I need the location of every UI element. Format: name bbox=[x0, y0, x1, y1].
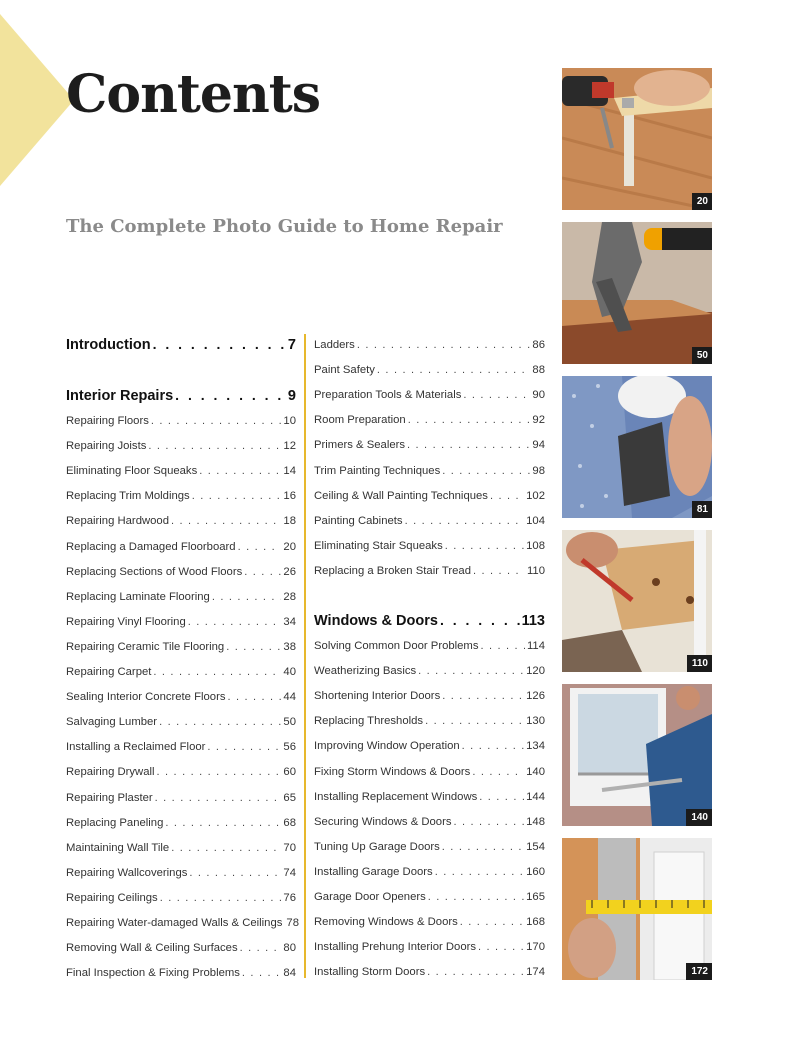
toc-entry[interactable] bbox=[66, 714, 296, 730]
photo-page-badge: 50 bbox=[692, 347, 712, 364]
dot-leader bbox=[160, 890, 282, 906]
toc-page-number: 10 bbox=[283, 415, 296, 427]
toc-page-number: 154 bbox=[526, 840, 545, 853]
photo-stair bbox=[562, 530, 712, 672]
window-installation-icon bbox=[562, 684, 712, 826]
toc-entry-title: Fixing Storm Windows & Doors bbox=[314, 765, 471, 778]
dot-leader bbox=[428, 889, 524, 905]
dot-leader bbox=[479, 789, 524, 805]
toc-page-number: 134 bbox=[526, 740, 545, 753]
toc-page-number: 38 bbox=[283, 640, 296, 653]
toc-entry[interactable] bbox=[314, 437, 545, 453]
toc-entry-title: Replacing Paneling bbox=[66, 816, 164, 829]
toc-entry[interactable] bbox=[314, 638, 545, 654]
dot-leader bbox=[153, 336, 286, 352]
dot-leader bbox=[478, 939, 524, 955]
toc-page-number: 84 bbox=[283, 967, 296, 980]
corner-triangle-decoration bbox=[0, 14, 74, 186]
dot-leader bbox=[442, 463, 530, 479]
toc-page-number: 108 bbox=[526, 539, 545, 552]
toc-entry-title: Salvaging Lumber bbox=[66, 716, 158, 729]
toc-entry[interactable] bbox=[314, 362, 545, 378]
dot-leader bbox=[462, 738, 524, 754]
toc-entry-title: Replacing Thresholds bbox=[314, 715, 424, 728]
toc-page-number: 144 bbox=[526, 790, 545, 803]
toc-page-number: 18 bbox=[283, 515, 296, 528]
dot-leader bbox=[165, 815, 281, 831]
toc-section-heading[interactable] bbox=[314, 612, 545, 629]
photo-drill-tape bbox=[562, 68, 712, 210]
toc-entry-title: Replacing Sections of Wood Floors bbox=[66, 565, 243, 578]
toc-entry-title: Repairing Water-damaged Walls & Ceilings bbox=[66, 917, 283, 929]
toc-page-number: 114 bbox=[526, 640, 545, 652]
toc-page-number: 160 bbox=[526, 865, 545, 878]
stair-tread-icon bbox=[562, 530, 712, 672]
toc-section-heading[interactable] bbox=[66, 336, 296, 353]
toc-entry[interactable] bbox=[66, 513, 296, 529]
toc-entry[interactable] bbox=[66, 865, 296, 881]
toc-page-number: 88 bbox=[532, 364, 545, 377]
photo-door bbox=[562, 838, 712, 980]
toc-section-heading[interactable] bbox=[66, 387, 296, 404]
toc-entry[interactable] bbox=[314, 839, 545, 855]
toc-entry-title: Garage Door Openers bbox=[314, 891, 426, 903]
photo-hammer bbox=[562, 222, 712, 364]
toc-page-number: 165 bbox=[526, 891, 545, 903]
toc-entry[interactable] bbox=[314, 789, 545, 805]
dot-leader bbox=[460, 914, 524, 930]
dot-leader bbox=[408, 412, 531, 428]
toc-entry[interactable] bbox=[66, 488, 296, 504]
toc-entry-title: Replacing a Broken Stair Tread bbox=[314, 564, 471, 577]
dot-leader bbox=[157, 764, 282, 780]
toc-entry-title: Tuning Up Garage Doors bbox=[314, 840, 440, 853]
toc-page-number: 16 bbox=[283, 490, 296, 503]
toc-entry-title: Repairing Drywall bbox=[66, 766, 155, 779]
dot-leader bbox=[481, 638, 525, 654]
toc-entry[interactable] bbox=[66, 639, 296, 655]
dot-leader bbox=[153, 664, 281, 680]
drill-and-tape-measure-icon bbox=[562, 68, 712, 210]
toc-entry-title: Installing a Reclaimed Floor bbox=[66, 741, 206, 754]
toc-entry[interactable] bbox=[314, 713, 545, 729]
photo-window bbox=[562, 684, 712, 826]
toc-entry-title: Installing Replacement Windows bbox=[314, 790, 478, 803]
toc-entry[interactable] bbox=[314, 914, 545, 930]
toc-entry[interactable] bbox=[66, 539, 296, 555]
toc-page-number: 78 bbox=[286, 917, 299, 929]
toc-page-number: 60 bbox=[283, 766, 296, 779]
dot-leader bbox=[159, 714, 281, 730]
toc-page-number: 74 bbox=[283, 866, 296, 879]
toc-entry-title: Painting Cabinets bbox=[314, 514, 403, 527]
toc-entry[interactable] bbox=[66, 940, 296, 956]
dot-leader bbox=[427, 964, 524, 980]
toc-entry-title: Paint Safety bbox=[314, 364, 375, 377]
dot-leader bbox=[242, 965, 282, 981]
toc-page-number: 98 bbox=[532, 464, 545, 477]
dot-leader bbox=[207, 739, 281, 755]
toc-page-number: 9 bbox=[287, 388, 296, 404]
toc-entry[interactable] bbox=[66, 564, 296, 580]
toc-page-number: 76 bbox=[283, 891, 296, 904]
toc-page-number: 26 bbox=[283, 565, 296, 578]
toc-entry[interactable] bbox=[66, 589, 296, 605]
toc-entry[interactable] bbox=[314, 939, 545, 955]
toc-entry[interactable] bbox=[66, 689, 296, 705]
toc-page-number: 56 bbox=[283, 741, 296, 754]
toc-entry-title: Repairing Hardwood bbox=[66, 515, 169, 528]
dot-leader bbox=[407, 437, 530, 453]
dot-leader bbox=[425, 713, 524, 729]
toc-entry-title: Windows & Doors bbox=[314, 613, 438, 629]
toc-entry-title: Repairing Joists bbox=[66, 440, 147, 453]
toc-entry[interactable] bbox=[66, 890, 296, 906]
toc-entry-title: Primers & Sealers bbox=[314, 439, 406, 452]
toc-page-number: 170 bbox=[526, 941, 545, 954]
toc-entry-title: Installing Garage Doors bbox=[314, 865, 433, 878]
dot-leader bbox=[442, 688, 524, 704]
dot-leader bbox=[440, 612, 520, 628]
toc-page-number: 130 bbox=[526, 715, 545, 728]
toc-page-number: 110 bbox=[526, 564, 545, 577]
toc-entry[interactable] bbox=[314, 889, 545, 905]
toc-entry-title: Introduction bbox=[66, 337, 151, 353]
dot-leader bbox=[188, 614, 282, 630]
toc-entry-title: Preparation Tools & Materials bbox=[314, 389, 462, 402]
toc-entry-title: Interior Repairs bbox=[66, 388, 174, 404]
toc-entry[interactable] bbox=[314, 688, 545, 704]
toc-entry[interactable] bbox=[66, 790, 296, 806]
toc-entry-title: Eliminating Stair Squeaks bbox=[314, 539, 443, 552]
toc-entry-title: Maintaining Wall Tile bbox=[66, 841, 170, 854]
toc-entry[interactable] bbox=[314, 337, 545, 353]
toc-entry-title: Securing Windows & Doors bbox=[314, 815, 452, 828]
toc-page-number: 80 bbox=[283, 942, 296, 955]
dot-leader bbox=[445, 538, 524, 554]
toc-entry-title: Repairing Ceilings bbox=[66, 891, 158, 904]
toc-entry[interactable] bbox=[314, 563, 545, 579]
toc-entry-title: Repairing Plaster bbox=[66, 791, 153, 804]
dot-leader bbox=[155, 790, 282, 806]
toc-page-number: 50 bbox=[283, 716, 296, 729]
toc-entry[interactable] bbox=[314, 814, 545, 830]
toc-entry-title: Ceiling & Wall Painting Techniques bbox=[314, 489, 488, 502]
toc-page-number: 126 bbox=[526, 690, 545, 703]
toc-entry[interactable] bbox=[314, 538, 545, 554]
toc-entry[interactable] bbox=[66, 840, 296, 856]
toc-entry-title: Installing Storm Doors bbox=[314, 966, 426, 979]
toc-entry-title: Replacing Trim Moldings bbox=[66, 490, 190, 503]
toc-entry[interactable] bbox=[66, 764, 296, 780]
toc-entry-title: Ladders bbox=[314, 339, 355, 351]
dot-leader bbox=[175, 387, 286, 403]
toc-page-number: 102 bbox=[526, 489, 545, 502]
dot-leader bbox=[189, 865, 281, 881]
toc-entry[interactable] bbox=[66, 815, 296, 831]
toc-entry[interactable] bbox=[314, 864, 545, 880]
toc-entry[interactable] bbox=[66, 438, 296, 454]
toc-entry-title: Weatherizing Basics bbox=[314, 665, 417, 678]
dot-leader bbox=[357, 337, 531, 353]
dot-leader bbox=[377, 362, 531, 378]
toc-entry-title: Room Preparation bbox=[314, 414, 406, 427]
dot-leader bbox=[472, 764, 524, 780]
wallpaper-scraping-icon bbox=[562, 376, 712, 518]
toc-entry[interactable] bbox=[66, 915, 299, 931]
door-jamb-measuring-icon bbox=[562, 838, 712, 980]
toc-entry-title: Improving Window Operation bbox=[314, 740, 460, 753]
toc-entry[interactable] bbox=[66, 463, 296, 479]
toc-entry-title: Final Inspection & Fixing Problems bbox=[66, 967, 240, 980]
dot-leader bbox=[435, 864, 524, 880]
toc-entry-title: Repairing Carpet bbox=[66, 666, 152, 678]
dot-leader bbox=[463, 387, 530, 403]
toc-page-number: 68 bbox=[283, 816, 296, 829]
toc-page-number: 70 bbox=[283, 841, 296, 854]
dot-leader bbox=[212, 589, 282, 605]
toc-page-number: 92 bbox=[532, 414, 545, 427]
photo-page-badge: 172 bbox=[686, 963, 712, 980]
column-divider bbox=[304, 334, 306, 978]
toc-page-number: 12 bbox=[283, 440, 296, 453]
toc-page-number: 94 bbox=[532, 439, 545, 452]
toc-entry[interactable] bbox=[314, 764, 545, 780]
toc-entry[interactable] bbox=[314, 513, 545, 529]
toc-page-number: 168 bbox=[526, 916, 545, 929]
dot-leader bbox=[454, 814, 525, 830]
toc-page-number: 44 bbox=[283, 691, 296, 704]
toc-page-number: 65 bbox=[283, 791, 296, 804]
toc-entry[interactable] bbox=[314, 738, 545, 754]
dot-leader bbox=[226, 639, 281, 655]
toc-entry-title: Shortening Interior Doors bbox=[314, 690, 441, 703]
dot-leader bbox=[148, 438, 281, 454]
dot-leader bbox=[151, 413, 282, 429]
toc-page-number: 148 bbox=[526, 815, 545, 828]
dot-leader bbox=[418, 663, 524, 679]
page-title: Contents bbox=[66, 64, 321, 125]
toc-entry-title: Repairing Wallcoverings bbox=[66, 866, 188, 879]
toc-entry[interactable] bbox=[314, 488, 545, 504]
toc-page-number: 104 bbox=[526, 514, 545, 527]
dot-leader bbox=[405, 513, 525, 529]
toc-entry-title: Repairing Vinyl Flooring bbox=[66, 615, 186, 628]
toc-entry-title: Sealing Interior Concrete Floors bbox=[66, 691, 226, 704]
toc-entry-title: Removing Windows & Doors bbox=[314, 916, 458, 929]
dot-leader bbox=[490, 488, 524, 504]
dot-leader bbox=[240, 940, 282, 956]
photo-page-badge: 140 bbox=[686, 809, 712, 826]
toc-entry[interactable] bbox=[66, 413, 296, 429]
toc-entry-title: Eliminating Floor Squeaks bbox=[66, 465, 198, 478]
toc-entry[interactable] bbox=[314, 387, 545, 403]
photo-wallpaper bbox=[562, 376, 712, 518]
hammer-claw-icon bbox=[562, 222, 712, 364]
toc-entry[interactable] bbox=[314, 964, 545, 980]
dot-leader bbox=[199, 463, 281, 479]
photo-page-badge: 110 bbox=[687, 655, 712, 672]
toc-entry-title: Replacing a Damaged Floorboard bbox=[66, 540, 236, 553]
toc-page-number: 40 bbox=[283, 666, 296, 678]
toc-page-number: 86 bbox=[532, 339, 545, 351]
toc-entry-title: Solving Common Door Problems bbox=[314, 640, 479, 652]
toc-page-number: 28 bbox=[283, 590, 296, 603]
toc-entry-title: Repairing Ceramic Tile Flooring bbox=[66, 640, 225, 653]
toc-page-number: 113 bbox=[521, 613, 545, 629]
toc-entry-title: Removing Wall & Ceiling Surfaces bbox=[66, 942, 238, 955]
toc-page-number: 140 bbox=[526, 765, 545, 778]
toc-entry-title: Replacing Laminate Flooring bbox=[66, 590, 210, 603]
toc-page-number: 20 bbox=[283, 540, 296, 553]
toc-page-number: 174 bbox=[526, 966, 545, 979]
dot-leader bbox=[238, 539, 282, 555]
toc-entry[interactable] bbox=[66, 965, 296, 981]
book-subtitle: The Complete Photo Guide to Home Repair bbox=[66, 216, 503, 237]
toc-entry[interactable] bbox=[314, 463, 545, 479]
toc-entry[interactable] bbox=[66, 739, 296, 755]
toc-page-number: 90 bbox=[532, 389, 545, 402]
toc-entry[interactable] bbox=[66, 614, 296, 630]
dot-leader bbox=[171, 840, 281, 856]
toc-entry[interactable] bbox=[66, 664, 296, 680]
dot-leader bbox=[473, 563, 525, 579]
photo-page-badge: 81 bbox=[692, 501, 712, 518]
toc-entry-title: Repairing Floors bbox=[66, 415, 149, 427]
toc-page-number: 14 bbox=[283, 465, 296, 478]
dot-leader bbox=[244, 564, 281, 580]
toc-entry[interactable] bbox=[314, 412, 545, 428]
dot-leader bbox=[442, 839, 524, 855]
toc-page-number: 34 bbox=[283, 615, 296, 628]
toc-page-number: 7 bbox=[287, 337, 296, 353]
toc-page-number: 120 bbox=[526, 665, 545, 678]
photo-page-badge: 20 bbox=[692, 193, 712, 210]
toc-entry-title: Trim Painting Techniques bbox=[314, 464, 441, 477]
dot-leader bbox=[192, 488, 282, 504]
toc-entry-title: Installing Prehung Interior Doors bbox=[314, 941, 477, 954]
dot-leader bbox=[171, 513, 281, 529]
dot-leader bbox=[228, 689, 282, 705]
toc-entry[interactable] bbox=[314, 663, 545, 679]
